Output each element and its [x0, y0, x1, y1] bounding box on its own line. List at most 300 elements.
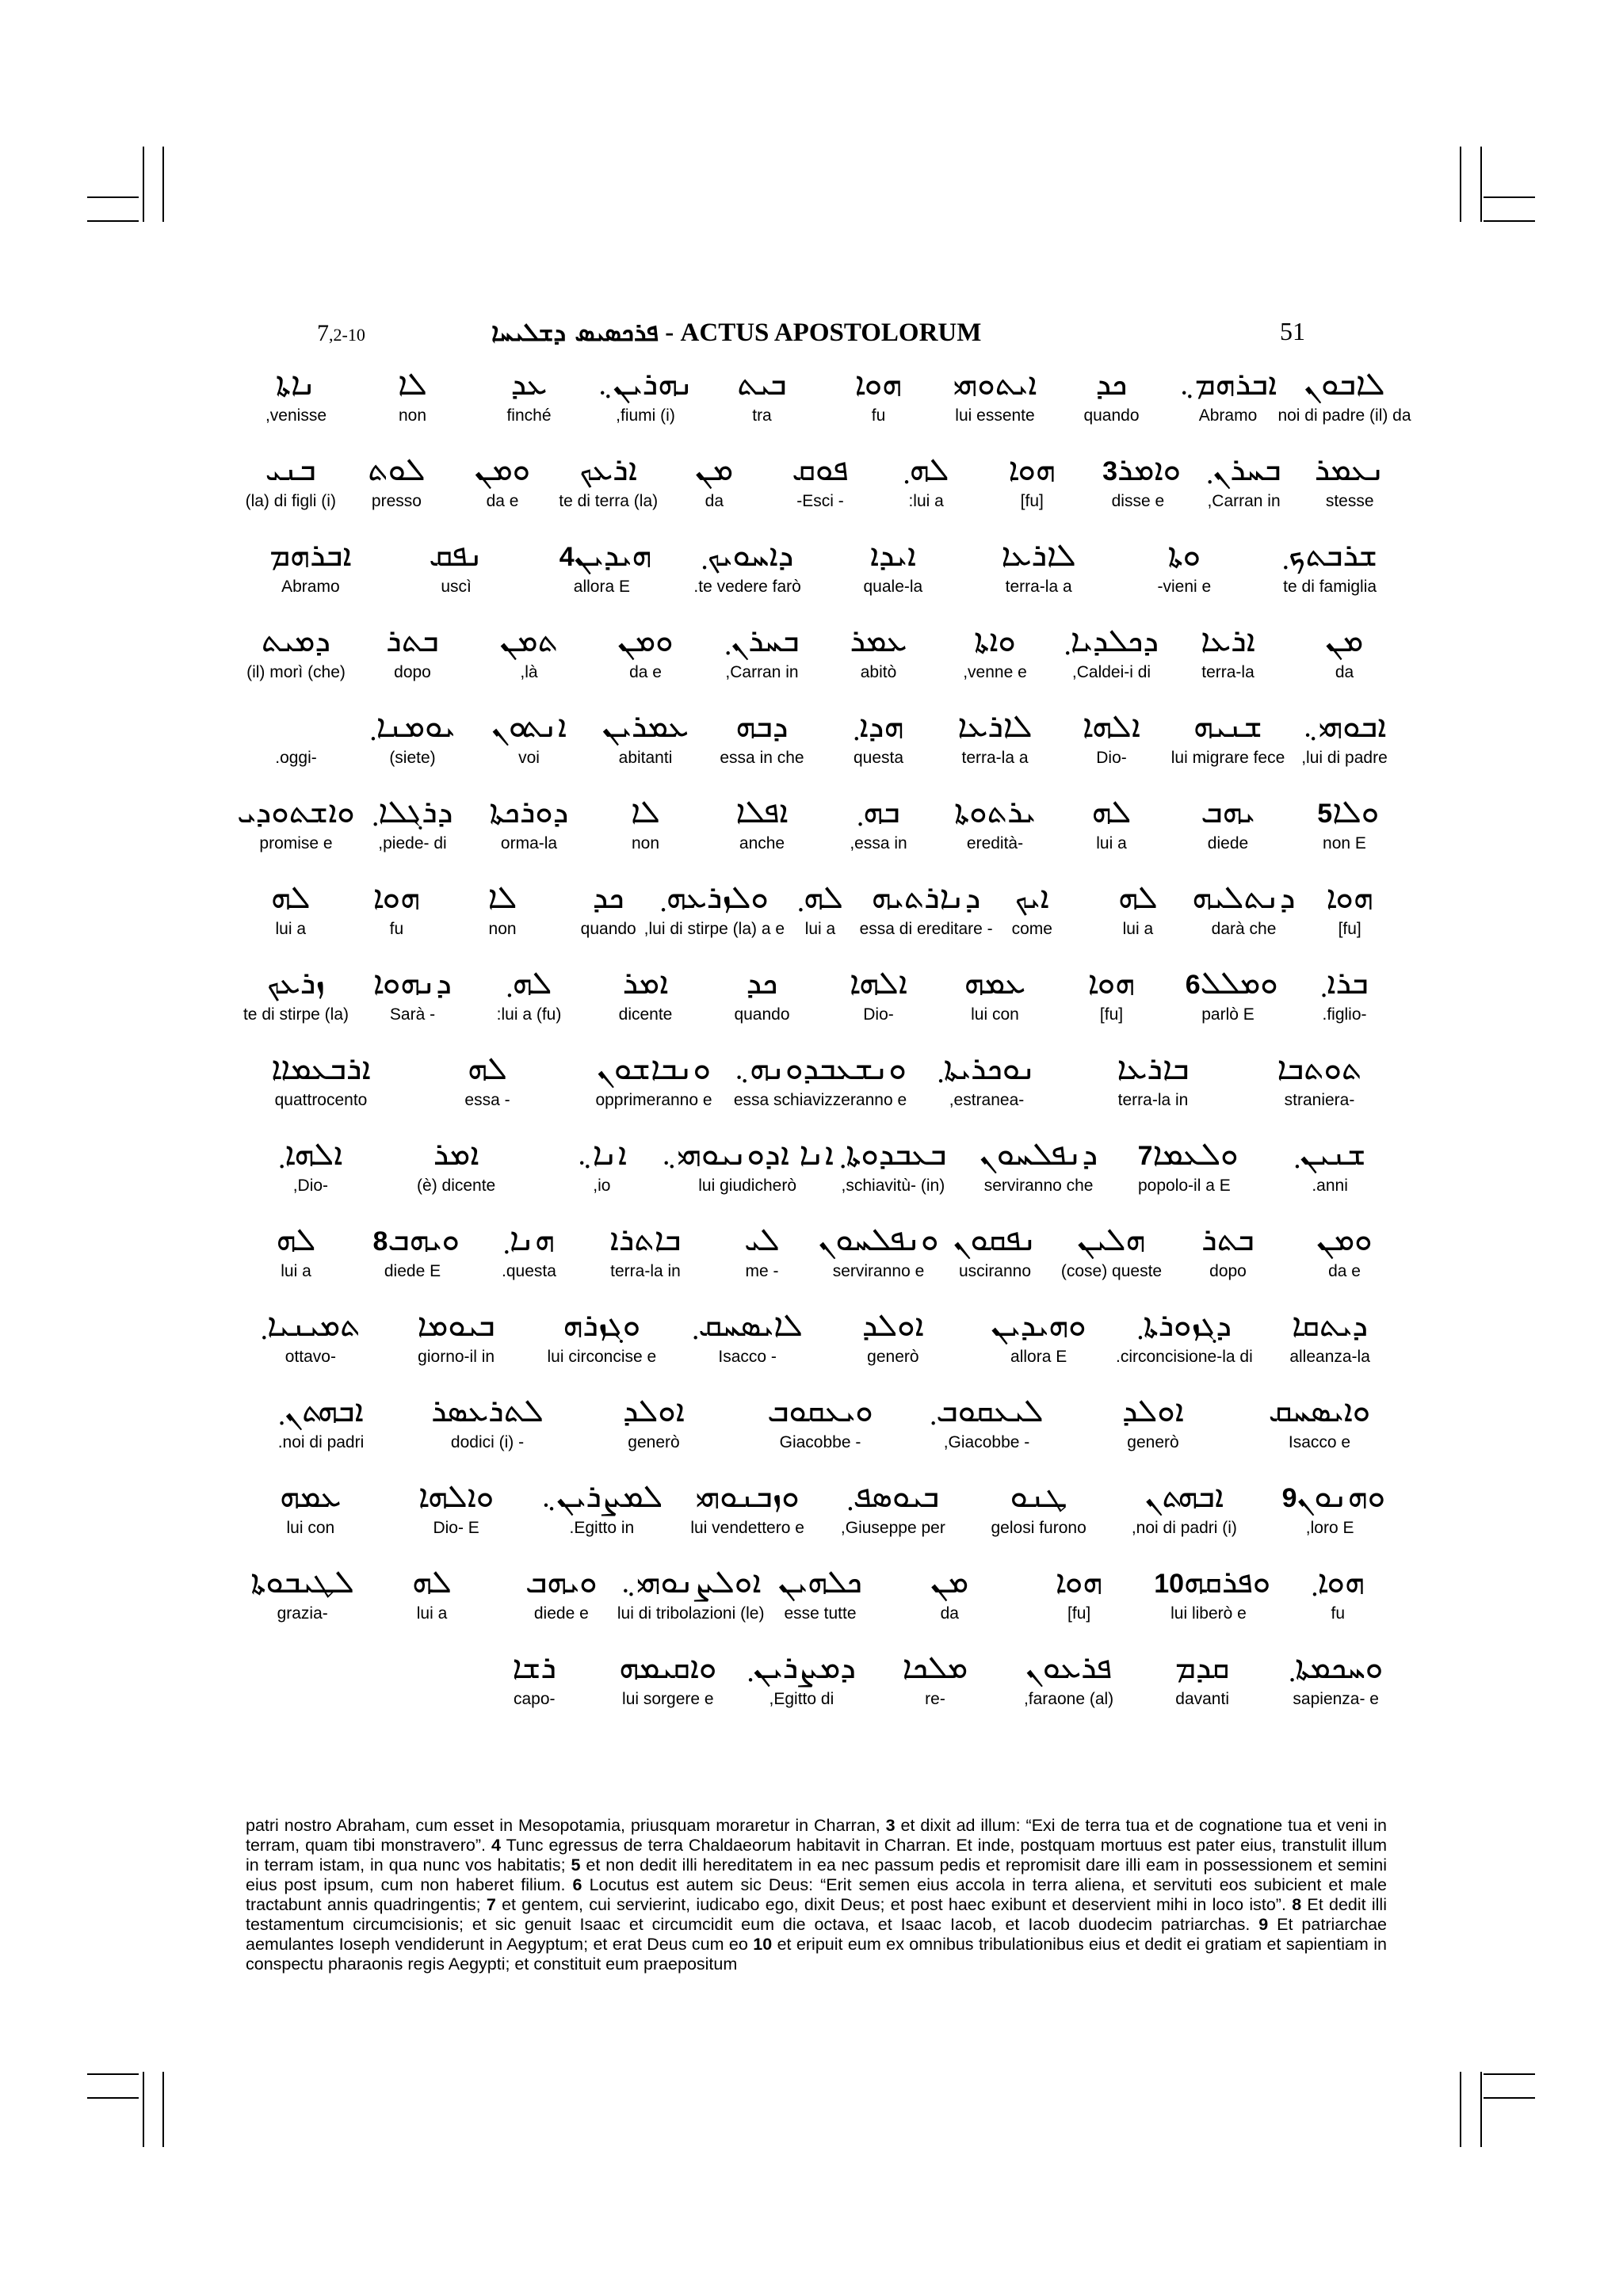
interlinear-word: [1053, 705, 1170, 769]
interlinear-word: [1286, 1219, 1403, 1282]
italian-gloss: essa schiavizzeranno e: [733, 1091, 907, 1109]
interlinear-word: [1070, 1047, 1236, 1111]
interlinear-line: [238, 448, 1403, 534]
interlinear-word: [820, 962, 937, 1025]
italian-gloss: Abramo: [281, 578, 340, 596]
syriac-word: ܐܘܠܨܢܘܗܝ܆: [620, 1564, 762, 1600]
syriac-word: ܠܐܝܣܚܩ܂: [692, 1307, 803, 1344]
interlinear-word: [979, 448, 1085, 512]
interlinear-word: [1191, 876, 1297, 940]
interlinear-word: [755, 1561, 884, 1624]
interlinear-word: [643, 876, 785, 940]
interlinear-word: [820, 363, 937, 426]
verse-number: 7: [486, 1895, 496, 1914]
syriac-word: ܘܝܥܩܘܒ: [767, 1393, 873, 1429]
syriac-word: ܕܡܝܬ: [261, 623, 331, 659]
syriac-word: ܝܘܡܢܐ܂: [369, 708, 456, 745]
syriac-word: ܘܬܐ: [1167, 537, 1201, 574]
syriac-word: ܠܐܪܥܐ: [957, 708, 1033, 745]
interlinear-word: [238, 1219, 354, 1282]
interlinear-word: [737, 1390, 903, 1453]
interlinear-word: [1286, 962, 1403, 1025]
interlinear-word: [885, 1561, 1014, 1624]
italian-gloss: anche: [739, 834, 785, 852]
latin-text: [246, 1816, 1387, 1974]
syriac-word: ܩܕܡ: [1174, 1650, 1230, 1686]
syriac-word: ܥܡܗ: [280, 1478, 342, 1515]
interlinear-line: [238, 1390, 1403, 1475]
syriac-word: ܠܐ: [487, 879, 517, 916]
italian-gloss: -vieni e: [1157, 578, 1212, 596]
italian-gloss: allora E: [1010, 1348, 1067, 1366]
interlinear-word: [704, 1219, 820, 1282]
interlinear-word: [367, 1561, 496, 1624]
syriac-word: ܪܫܐ: [512, 1650, 556, 1686]
italian-gloss: ,loro E: [1305, 1519, 1354, 1537]
interlinear-word: [471, 620, 587, 683]
syriac-word: ܟܠܗܝܢ: [778, 1564, 862, 1600]
syriac-word: ܥܕ: [510, 366, 548, 402]
interlinear-word: [471, 1219, 587, 1282]
syriac-word: ܘܡܠܠ 6: [1178, 965, 1278, 1001]
interlinear-word: [937, 363, 1053, 426]
interlinear-word: [733, 1047, 907, 1111]
italian-gloss: lui essente: [955, 406, 1035, 425]
syriac-word: ܘܠܙܪܥܗ܂: [659, 879, 769, 916]
book-title-latin: - ACTUS APOSTOLORUM: [659, 318, 982, 347]
syriac-word: ܐܡܪ: [433, 1136, 479, 1173]
syriac-word: ܐܦܠܐ: [735, 794, 789, 830]
italian-gloss: non: [631, 834, 660, 852]
interlinear-word: [735, 1646, 869, 1710]
interlinear-word: [601, 1646, 735, 1710]
interlinear-word: [903, 1047, 1070, 1111]
syriac-word: ܢܘܟܪܝܬܐ܂: [937, 1051, 1037, 1087]
italian-gloss: abitò: [860, 663, 897, 681]
interlinear-word: [571, 1047, 737, 1111]
interlinear-word: [1296, 876, 1403, 940]
interlinear-word: [587, 962, 704, 1025]
interlinear-word: [873, 448, 980, 512]
interlinear-word: [704, 705, 820, 769]
italian-gloss: [fu]: [1338, 920, 1361, 938]
italian-gloss: diede E: [384, 1262, 441, 1280]
interlinear-line: [238, 876, 1403, 962]
italian-gloss: gelosi furono: [991, 1519, 1086, 1537]
interlinear-word: [471, 791, 587, 854]
interlinear-word: [238, 1475, 384, 1539]
syriac-word: ܕܐܚܘܝܟ܂: [701, 537, 794, 574]
italian-gloss: lui con: [971, 1005, 1019, 1024]
interlinear-word: [238, 363, 354, 426]
italian-gloss: essa in che: [720, 749, 804, 767]
syriac-word: ܠܗ: [468, 1051, 507, 1087]
interlinear-word: [1053, 962, 1170, 1025]
verse-number: 3: [1094, 456, 1118, 486]
interlinear-word: [354, 705, 471, 769]
italian-gloss: ,schiavitù- (in): [841, 1177, 945, 1195]
interlinear-word: [1112, 1475, 1258, 1539]
interlinear-word: [662, 448, 768, 512]
italian-gloss: ,noi di padri (i): [1131, 1519, 1237, 1537]
syriac-word: ܘܗܝܕܝܢ: [991, 1307, 1086, 1344]
italian-gloss: ,Egitto di: [769, 1690, 834, 1708]
syriac-word: ܠܗ: [276, 1222, 316, 1258]
interlinear-word: [556, 448, 662, 512]
syriac-word: ܠܝ: [744, 1222, 780, 1258]
interlinear-word: [869, 1646, 1002, 1710]
interlinear-word: [404, 1047, 571, 1111]
syriac-word: ܐܒܗܬܢ: [1144, 1478, 1224, 1515]
italian-gloss: tra: [752, 406, 772, 425]
syriac-word: ܘܐܫܬܘܕܝ: [237, 794, 355, 830]
syriac-word: ܠܝܥܩܘܒ܂: [930, 1393, 1044, 1429]
italian-gloss: lui a: [1122, 920, 1154, 938]
interlinear-word: [704, 363, 820, 426]
italian-gloss: orma-la: [500, 834, 558, 852]
interlinear-word: [238, 534, 384, 597]
book-title: [491, 317, 981, 348]
page-number: 51: [1280, 317, 1305, 345]
italian-gloss: te di stirpe (la): [242, 1005, 349, 1024]
interlinear-word: [1257, 1475, 1403, 1539]
italian-gloss: [fu]: [1099, 1005, 1124, 1024]
syriac-word: ܠܬܪܥܣܪ: [431, 1393, 544, 1429]
italian-gloss: lui vendettero e: [690, 1519, 804, 1537]
italian-gloss: (è) dicente: [417, 1177, 496, 1195]
interlinear-word: [1286, 705, 1403, 769]
italian-gloss: popolo-il a E: [1138, 1177, 1231, 1195]
italian-gloss: da: [1335, 663, 1354, 681]
italian-gloss: darà che: [1211, 920, 1277, 938]
syriac-word: ܠܗ܂: [903, 452, 949, 488]
interlinear-word: [820, 534, 966, 597]
interlinear-word: [354, 962, 471, 1025]
verse-number: 8: [1292, 1895, 1302, 1914]
interlinear-word: [1257, 1304, 1403, 1367]
interlinear-word: [238, 1561, 367, 1624]
italian-gloss: diede e: [533, 1604, 589, 1623]
interlinear-line: [238, 962, 1403, 1047]
syriac-word: ܠܛܝܒܘܬܐ: [250, 1564, 354, 1600]
syriac-word: ܡܢ: [1325, 623, 1364, 659]
italian-gloss: sapienza- e: [1293, 1690, 1379, 1708]
interlinear-word: [1144, 1561, 1273, 1624]
interlinear-word: [903, 1390, 1070, 1453]
syriac-word: ܕܝܬܩܐ: [1292, 1307, 1369, 1344]
latin-segment: et non dedit illi hereditatem in ea nec passum pedis et repromisit dare illi eam in possessionem et semini eius post ipsum, cum non haberet filium.: [246, 1855, 1387, 1894]
interlinear-word: [1053, 791, 1170, 854]
syriac-word: ܗܘܐ: [1087, 965, 1136, 1001]
italian-gloss: ,Giuseppe per: [840, 1519, 945, 1537]
syriac-word: ܐܘܠܕ: [861, 1307, 924, 1344]
chapter-number: 7: [317, 320, 329, 346]
syriac-word: ܐܝܕܐ: [869, 537, 916, 574]
interlinear-word: [820, 791, 937, 854]
interlinear-word: [820, 1133, 966, 1196]
syriac-word: ܕܢܐܪܬܝܗ: [871, 879, 981, 916]
interlinear-word: [1053, 1219, 1170, 1282]
italian-gloss: ,Dio-: [292, 1177, 329, 1195]
syriac-word: ܕܡܨܪܝܢ܂: [747, 1650, 857, 1686]
syriac-word: ܠܗ: [1091, 794, 1132, 830]
interlinear-line: [238, 1219, 1403, 1304]
syriac-word: ܗܘܐ܂: [1311, 1564, 1365, 1600]
syriac-word: ܐܠܗܐ: [1083, 708, 1140, 745]
interlinear-word: [1257, 1133, 1403, 1196]
interlinear-word: [661, 1133, 834, 1196]
syriac-word: ܗܘܐ: [1055, 1564, 1103, 1600]
syriac-word: ܘܡܢ: [617, 623, 674, 659]
verse-number: 7: [1130, 1141, 1153, 1171]
italian-gloss: ,piede- di: [378, 834, 447, 852]
syriac-word: ܘܝܗܒ 8: [365, 1222, 460, 1258]
interlinear-word: [966, 1304, 1112, 1367]
italian-gloss: Dio-: [1096, 749, 1127, 767]
syriac-word: ܒܝܘܣܦ܂: [846, 1478, 940, 1515]
interlinear-word: [238, 1390, 404, 1453]
interlinear-word: [238, 876, 344, 940]
interlinear-word: [1014, 1561, 1144, 1624]
syriac-word: ܕܟܠܕܝܐ܂: [1064, 623, 1159, 659]
verse-number: 9: [1258, 1915, 1269, 1934]
syriac-word: ܠܗ: [270, 879, 311, 916]
interlinear-word: [1170, 962, 1286, 1025]
syriac-word: ܘܡܢ: [1316, 1222, 1373, 1258]
syriac-word: ܝܪܬܘܬܐ: [954, 794, 1036, 830]
interlinear-word: [937, 791, 1053, 854]
verse-number: 10: [753, 1935, 773, 1954]
interlinear-word: [471, 705, 587, 769]
syriac-word: ܒܐܬܪܐ: [609, 1222, 682, 1258]
interlinear-line: [238, 1133, 1403, 1219]
italian-gloss: lui a: [416, 1604, 448, 1623]
syriac-word: ܡܢ: [930, 1564, 969, 1600]
syriac-word: ܠܘܬ: [368, 452, 426, 488]
syriac-word: ܕܒܗ: [735, 708, 789, 745]
interlinear-word: [354, 363, 471, 426]
interlinear-word: [238, 1304, 384, 1367]
syriac-word: ܠܗ: [412, 1564, 452, 1600]
italian-gloss: fu: [871, 406, 886, 425]
italian-gloss: eredità-: [966, 834, 1024, 852]
italian-gloss: terra-la in: [610, 1262, 681, 1280]
running-header: [238, 317, 1395, 357]
italian-gloss: questa: [853, 749, 904, 767]
interlinear-word: [704, 791, 820, 854]
syriac-word: ܠܗ: [1118, 879, 1158, 916]
syriac-word: ܘܐܬܐ: [974, 623, 1016, 659]
interlinear-word: [1170, 705, 1286, 769]
italian-gloss: essa di ereditare -: [859, 920, 993, 938]
syriac-word: ܥܡܗ: [964, 965, 1026, 1001]
italian-gloss: ,fiumi (i): [616, 406, 675, 425]
italian-gloss: uscì: [441, 578, 472, 596]
interlinear-word: [238, 705, 354, 769]
syriac-word: ܗܘܐ: [372, 879, 421, 916]
latin-segment: et dixit ad illum: “Exi de terra tua et de cognatione tua et veni in terram, quam tibi monstravero”.: [246, 1816, 1387, 1855]
italian-gloss: :lui a (fu): [496, 1005, 562, 1024]
interlinear-word: [238, 620, 354, 683]
italian-gloss: .te vedere farò: [693, 578, 801, 596]
latin-segment: Tunc egressus de terra Chaldaeorum habitavit in Charran. Et inde, postquam mortuus est pater eius, transtulit illum in terram istam, in qua nunc vos habitatis;: [246, 1836, 1387, 1875]
syriac-word: ܗܢܐ܂: [502, 1222, 556, 1258]
italian-gloss: te di famiglia: [1283, 578, 1377, 596]
syriac-word: ܒܬܪ: [1201, 1222, 1254, 1258]
syriac-word: ܢܦܩ: [429, 537, 483, 574]
interlinear-word: [587, 791, 704, 854]
italian-gloss: lui con: [286, 1519, 335, 1537]
interlinear-word: [1236, 1047, 1403, 1111]
interlinear-word: [238, 962, 354, 1025]
interlinear-word: [966, 1475, 1112, 1539]
verse-number: 6: [572, 1875, 582, 1894]
italian-gloss: re-: [925, 1690, 945, 1708]
syriac-word: ܢܗܪܝܢ܆: [597, 366, 694, 402]
syriac-word: ܘܢܫܥܒܕܘܢܗ܆: [734, 1051, 907, 1087]
interlinear-word: [859, 876, 993, 940]
interlinear-word: [384, 1475, 529, 1539]
italian-gloss: Giacobbe -: [779, 1433, 861, 1451]
interlinear-word: [937, 620, 1053, 683]
interlinear-word: [767, 876, 873, 940]
interlinear-word: [468, 1646, 601, 1710]
syriac-word: ܟܕ: [746, 965, 778, 1001]
syriac-word: ܐܒܪܗܡ: [269, 537, 352, 574]
italian-gloss: non E: [1323, 834, 1366, 852]
syriac-word: ܒܢܝ: [265, 452, 316, 488]
syriac-word: ܘܙܒܢܘܗܝ: [695, 1478, 800, 1515]
syriac-word: ܐܒܘܗܝ܆: [1302, 708, 1387, 745]
italian-gloss: quattrocento: [274, 1091, 368, 1109]
italian-gloss: usciranno: [958, 1262, 1032, 1280]
italian-gloss: disse e: [1111, 492, 1165, 510]
interlinear-word: [238, 1047, 404, 1111]
italian-gloss: (la) di figli (i): [245, 492, 336, 510]
italian-gloss: .Egitto in: [569, 1519, 635, 1537]
italian-gloss: .figlio-: [1322, 1005, 1367, 1024]
syriac-word: ܐܪܒܥܡܐܐ: [271, 1051, 371, 1087]
syriac-word: ܐܢܐ܆: [576, 1136, 628, 1173]
syriac-word: ܘܠܐ 5: [1309, 794, 1380, 830]
syriac-word: ܒܝܘܡܐ: [417, 1307, 495, 1344]
syriac-word: ܬܘܬܒܐ: [1277, 1051, 1362, 1087]
italian-gloss: non: [398, 406, 427, 425]
interlinear-word: [529, 1475, 675, 1539]
syriac-word: ܠܐ: [631, 794, 660, 830]
interlinear-word: [937, 962, 1053, 1025]
syriac-word: ܒܚܪܢ܂: [1206, 452, 1281, 488]
interlinear-word: [471, 363, 587, 426]
italian-gloss: lui sorgere e: [622, 1690, 714, 1708]
interlinear-word: [1085, 876, 1191, 940]
interlinear-word: [384, 1133, 529, 1196]
syriac-word: ܕܢܗܘܐ: [372, 965, 453, 1001]
italian-gloss: opprimeranno e: [595, 1091, 712, 1109]
italian-gloss: dodici (i) -: [450, 1433, 525, 1451]
italian-gloss: lui a: [804, 920, 836, 938]
italian-gloss: abitanti: [618, 749, 673, 767]
syriac-word: ܐܠܗܐ܂: [278, 1136, 343, 1173]
italian-gloss: non: [488, 920, 517, 938]
italian-gloss: terra-la in: [1117, 1091, 1189, 1109]
interlinear-word: [1112, 1304, 1258, 1367]
syriac-word: ܘܢܒܐܫܘܢ: [597, 1051, 711, 1087]
italian-gloss: ,io: [593, 1177, 611, 1195]
italian-gloss: :lui a: [908, 492, 944, 510]
interlinear-word: [820, 620, 937, 683]
interlinear-word: [820, 1304, 966, 1367]
italian-gloss: lui migrare fece: [1170, 749, 1285, 767]
syriac-word: ܐܝܟ: [1014, 879, 1049, 916]
interlinear-line: [238, 705, 1403, 791]
italian-gloss: parlò E: [1201, 1005, 1254, 1024]
italian-gloss: promise e: [259, 834, 333, 852]
interlinear-word: [1112, 534, 1258, 597]
interlinear-word: [344, 876, 450, 940]
interlinear-line: [238, 1304, 1403, 1390]
italian-gloss: ,essa in: [850, 834, 907, 852]
interlinear-word: [344, 448, 450, 512]
italian-gloss: da e: [486, 492, 519, 510]
syriac-word: ܢܥܡܪ: [1314, 452, 1385, 488]
syriac-word: ܘܐܠܗܐ: [418, 1478, 495, 1515]
italian-gloss: voi: [518, 749, 540, 767]
interlinear-word: [1053, 363, 1170, 426]
latin-segment: et eripuit eum ex omnibus tribulationibus eius et dedit ei gratiam et sapientiam in conspectu pharaonis regis Aegypti; et constituit eum praepositum: [246, 1935, 1387, 1974]
syriac-word: ܘܐܡܪ 3: [1094, 452, 1182, 488]
italian-gloss: serviranno che: [983, 1177, 1094, 1195]
syriac-word: ܡܠܟܐ: [902, 1650, 968, 1686]
verse-number: 10: [1146, 1569, 1185, 1599]
italian-gloss: da e: [1328, 1262, 1361, 1280]
book-title-syriac: ܦܪܟܣܝܣ ܕܫܠܝܚܐ: [491, 317, 659, 347]
italian-gloss: terra-la a: [1005, 578, 1072, 596]
syriac-word: ܐܘܠܕ: [623, 1393, 685, 1429]
syriac-word: ܫܢܝܗ: [1193, 708, 1262, 745]
italian-gloss: (cose) queste: [1060, 1262, 1163, 1280]
italian-gloss: [fu]: [1067, 1604, 1091, 1623]
syriac-word: ܘܐܝܣܚܩ: [1268, 1393, 1371, 1429]
syriac-word: ܘܚܟܡܬܐ܂: [1289, 1650, 1384, 1686]
italian-gloss: ,lui di stirpe (la) a e: [643, 920, 785, 938]
italian-gloss: allora E: [573, 578, 630, 596]
interlinear-word: [1286, 791, 1403, 854]
syriac-word: ܘܐܩܝܡܗ: [619, 1650, 717, 1686]
italian-gloss: .circoncisione-la di: [1116, 1348, 1253, 1366]
interlinear-word: [238, 791, 354, 854]
interlinear-word: [1070, 1390, 1236, 1453]
italian-gloss: da: [940, 1604, 959, 1623]
interlinear-word: [820, 705, 937, 769]
italian-gloss: ,Caldei-i di: [1071, 663, 1151, 681]
interlinear-word: [1136, 1646, 1270, 1710]
syriac-word: ܐܒܗܬܢ܂: [278, 1393, 364, 1429]
verse-number: 6: [1178, 970, 1201, 1000]
italian-gloss: ottavo-: [285, 1348, 336, 1366]
syriac-word: ܘܢܦܠܚܘܢ: [818, 1222, 939, 1258]
interlinear-word: [404, 1390, 571, 1453]
interlinear-word: [1170, 363, 1286, 426]
italian-gloss: te di terra (la): [559, 492, 659, 510]
italian-gloss: Dio- E: [433, 1519, 479, 1537]
syriac-word: ܐܘܠܕ: [1122, 1393, 1184, 1429]
italian-gloss: serviranno e: [832, 1262, 925, 1280]
italian-gloss: .anni: [1312, 1177, 1348, 1195]
italian-gloss: -Esci -: [796, 492, 844, 510]
interlinear-line: [238, 1646, 1403, 1732]
syriac-word: ܟܕ: [1095, 366, 1128, 402]
